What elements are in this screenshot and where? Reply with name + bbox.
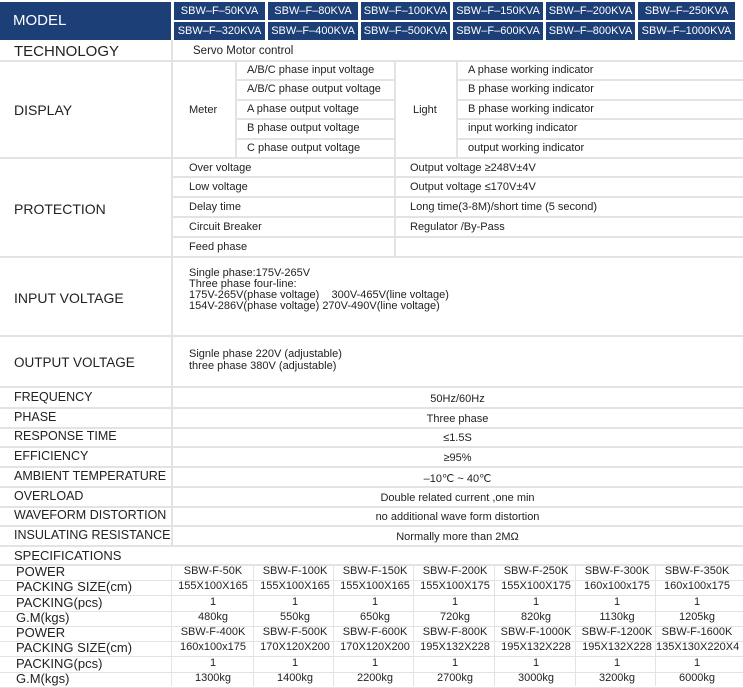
protection-item-name: Delay time xyxy=(189,201,241,213)
spec-row-value: Three phase xyxy=(426,413,489,425)
model-cell: SBW–F–400KVA xyxy=(268,22,358,40)
divider xyxy=(172,196,743,198)
protection-item-name: Feed phase xyxy=(189,241,248,253)
divider xyxy=(253,565,254,686)
spec-cell: 1 xyxy=(693,657,701,669)
spec-row-label: POWER xyxy=(16,625,66,640)
spec-cell: SBW-F-500K xyxy=(262,626,328,638)
output-voltage-line: three phase 380V (adjustable) xyxy=(189,360,337,372)
spec-cell: 1 xyxy=(532,657,540,669)
meter-label: Meter xyxy=(189,104,218,116)
spec-cell: 135X130X220X4 xyxy=(656,641,740,653)
spec-cell: 170X120X200 xyxy=(340,641,410,653)
divider xyxy=(413,565,414,686)
spec-cell: 160x100x175 xyxy=(583,580,651,592)
model-cell: SBW–F–1000KVA xyxy=(638,22,735,40)
input-voltage-values xyxy=(189,268,449,312)
technology-value: Servo Motor control xyxy=(193,45,294,57)
spec-cell: 1 xyxy=(451,596,459,608)
divider xyxy=(333,565,334,686)
spec-cell: 3000kg xyxy=(517,672,555,684)
spec-row-label: FREQUENCY xyxy=(14,390,93,404)
divider xyxy=(172,176,743,178)
protection-item-value: Long time(3-8M)/short time (5 second) xyxy=(410,201,598,213)
spec-cell: SBW-F-800K xyxy=(422,626,488,638)
spec-row-label: RESPONSE TIME xyxy=(14,429,117,443)
spec-row-label: AMBIENT TEMPERATURE xyxy=(14,469,167,483)
spec-cell: 195X132X228 xyxy=(420,641,490,653)
protection-item-name: Circuit Breaker xyxy=(189,221,262,233)
model-cell: SBW–F–100KVA xyxy=(361,2,450,20)
divider xyxy=(0,486,743,488)
spec-cell: 1400kg xyxy=(276,672,314,684)
divider xyxy=(457,79,743,81)
divider xyxy=(457,99,743,101)
divider xyxy=(0,256,743,258)
spec-cell: SBW-F-600K xyxy=(342,626,408,638)
input-voltage-line: Three phase four-line: xyxy=(189,278,297,290)
spec-cell: 155X100X175 xyxy=(501,580,571,592)
spec-cell: 2700kg xyxy=(436,672,474,684)
model-cell: SBW–F–500KVA xyxy=(361,22,450,40)
spec-row-value: Normally more than 2MΩ xyxy=(396,531,519,543)
spec-cell: SBW-F-50K xyxy=(183,565,243,577)
meter-item: C phase output voltage xyxy=(247,142,361,154)
divider xyxy=(0,466,743,468)
spec-row-label: EFFICIENCY xyxy=(14,449,89,463)
protection-item-name: Low voltage xyxy=(189,181,248,193)
spec-cell: 155X100X165 xyxy=(340,580,410,592)
spec-cell: 550kg xyxy=(280,611,310,623)
divider xyxy=(457,118,743,120)
divider xyxy=(0,157,743,159)
spec-cell: 1205kg xyxy=(678,611,716,623)
spec-cell: 1 xyxy=(371,657,379,669)
spec-row-label: WAVEFORM DISTORTION xyxy=(14,508,167,522)
model-cell: SBW–F–150KVA xyxy=(453,2,543,20)
spec-cell: 1 xyxy=(613,657,621,669)
protection-label: PROTECTION xyxy=(14,201,106,217)
technology-label: TECHNOLOGY xyxy=(14,43,120,60)
spec-cell: 155X100X175 xyxy=(420,580,490,592)
divider xyxy=(494,565,495,686)
divider xyxy=(172,236,743,238)
spec-cell: 160x100x175 xyxy=(179,641,247,653)
divider xyxy=(394,60,396,158)
divider xyxy=(0,60,743,62)
divider xyxy=(236,118,394,120)
divider xyxy=(0,335,743,337)
spec-cell: 1 xyxy=(532,596,540,608)
spec-cell: 155X100X165 xyxy=(260,580,330,592)
model-cell: SBW–F–50KVA xyxy=(174,2,265,20)
spec-cell: 155X100X165 xyxy=(178,580,248,592)
divider xyxy=(236,99,394,101)
spec-cell: 1130kg xyxy=(599,611,635,623)
divider xyxy=(457,138,743,140)
protection-item-value: Output voltage ≥248V±4V xyxy=(410,162,536,174)
divider xyxy=(456,60,458,158)
spec-cell: 1 xyxy=(209,657,217,669)
divider xyxy=(655,565,656,686)
spec-cell: 1300kg xyxy=(194,672,232,684)
light-item: B phase working indicator xyxy=(468,83,594,95)
spec-row-value: ≥95% xyxy=(443,452,472,464)
light-item: A phase working indicator xyxy=(468,64,594,76)
output-voltage-line: Signle phase 220V (adjustable) xyxy=(189,348,342,360)
meter-item: A phase output voltage xyxy=(247,103,359,115)
spec-row-label: PACKING(pcs) xyxy=(16,656,103,671)
divider xyxy=(236,138,394,140)
spec-cell: SBW-F-150K xyxy=(342,565,408,577)
spec-cell: 1 xyxy=(291,657,299,669)
spec-cell: SBW-F-1000K xyxy=(500,626,572,638)
spec-cell: 1 xyxy=(209,596,217,608)
spec-cell: 1 xyxy=(451,657,459,669)
input-voltage-line: 175V-265V(phase voltage) 300V-465V(line voltage) xyxy=(189,289,449,301)
divider xyxy=(171,386,173,546)
light-label: Light xyxy=(413,104,437,116)
spec-row-label: G.M(kgs) xyxy=(16,671,70,686)
spec-row-label: POWER xyxy=(16,564,66,579)
spec-row-label: OVERLOAD xyxy=(14,489,84,503)
spec-row-value: 50Hz/60Hz xyxy=(430,393,485,405)
spec-cell: 720kg xyxy=(440,611,470,623)
spec-row-label: PHASE xyxy=(14,410,57,424)
divider xyxy=(0,407,743,409)
divider xyxy=(394,157,396,257)
divider xyxy=(172,216,743,218)
protection-item-name: Over voltage xyxy=(189,162,252,174)
model-cell: SBW–F–320KVA xyxy=(174,22,265,40)
divider xyxy=(0,386,743,388)
input-voltage-label: INPUT VOLTAGE xyxy=(14,290,124,306)
meter-item: A/B/C phase output voltage xyxy=(247,83,381,95)
spec-cell: SBW-F-100K xyxy=(262,565,328,577)
output-voltage-label: OUTPUT VOLTAGE xyxy=(14,355,135,370)
input-voltage-line: Single phase:175V-265V xyxy=(189,267,311,279)
divider xyxy=(171,565,172,686)
output-voltage-values xyxy=(189,348,342,372)
spec-cell: SBW-F-400K xyxy=(180,626,246,638)
spec-row-label: G.M(kgs) xyxy=(16,610,70,625)
specifications-title: SPECIFICATIONS xyxy=(14,548,122,563)
divider xyxy=(0,545,743,547)
spec-cell: SBW-F-250K xyxy=(503,565,569,577)
spec-row-label: INSULATING RESISTANCE xyxy=(14,528,171,542)
spec-cell: 1 xyxy=(291,596,299,608)
spec-cell: 170X120X200 xyxy=(260,641,330,653)
spec-cell: 1 xyxy=(693,596,701,608)
spec-cell: SBW-F-200K xyxy=(422,565,488,577)
spec-cell: SBW-F-1600K xyxy=(661,626,733,638)
spec-row-label: PACKING SIZE(cm) xyxy=(16,640,133,655)
divider xyxy=(235,60,237,158)
spec-cell: SBW-F-300K xyxy=(584,565,650,577)
model-cell: SBW–F–200KVA xyxy=(546,2,635,20)
spec-row-value: Double related current ,one min xyxy=(380,492,535,504)
meter-item: A/B/C phase input voltage xyxy=(247,64,375,76)
spec-cell: 1 xyxy=(371,596,379,608)
spec-cell: 1 xyxy=(613,596,621,608)
divider xyxy=(575,565,576,686)
spec-row-value: no additional wave form distortion xyxy=(375,511,540,523)
spec-cell: 480kg xyxy=(198,611,228,623)
spec-cell: 195X132X228 xyxy=(582,641,652,653)
spec-cell: 2200kg xyxy=(356,672,394,684)
spec-cell: 820kg xyxy=(521,611,551,623)
display-label: DISPLAY xyxy=(14,102,73,118)
model-cell: SBW–F–600KVA xyxy=(453,22,543,40)
spec-cell: 650kg xyxy=(360,611,390,623)
spec-cell: 160x100x175 xyxy=(663,580,731,592)
meter-item: B phase output voltage xyxy=(247,122,360,134)
model-cell: SBW–F–800KVA xyxy=(546,22,635,40)
protection-item-value: Regulator /By-Pass xyxy=(410,221,505,233)
spec-row-value: ≤1.5S xyxy=(443,432,472,444)
model-cell: SBW–F–250KVA xyxy=(638,2,735,20)
spec-row-label: PACKING SIZE(cm) xyxy=(16,579,133,594)
light-item: B phase working indicator xyxy=(468,103,594,115)
spec-cell: 6000kg xyxy=(678,672,716,684)
model-label: MODEL xyxy=(13,12,67,29)
spec-row-label: PACKING(pcs) xyxy=(16,595,103,610)
divider xyxy=(236,79,394,81)
divider xyxy=(0,525,743,527)
spec-row-value: –10℃ ~ 40℃ xyxy=(423,473,492,485)
model-header xyxy=(0,2,171,40)
input-voltage-line: 154V-286V(phase voltage) 270V-490V(line voltage) xyxy=(189,300,440,312)
spec-cell: SBW-F-350K xyxy=(664,565,730,577)
protection-item-value: Output voltage ≤170V±4V xyxy=(410,181,536,193)
light-item: output working indicator xyxy=(468,142,585,154)
light-item: input working indicator xyxy=(468,122,578,134)
spec-cell: SBW-F-1200K xyxy=(581,626,653,638)
divider xyxy=(0,446,743,448)
model-cell: SBW–F–80KVA xyxy=(268,2,358,20)
spec-cell: 3200kg xyxy=(598,672,636,684)
spec-cell: 195X132X228 xyxy=(501,641,571,653)
